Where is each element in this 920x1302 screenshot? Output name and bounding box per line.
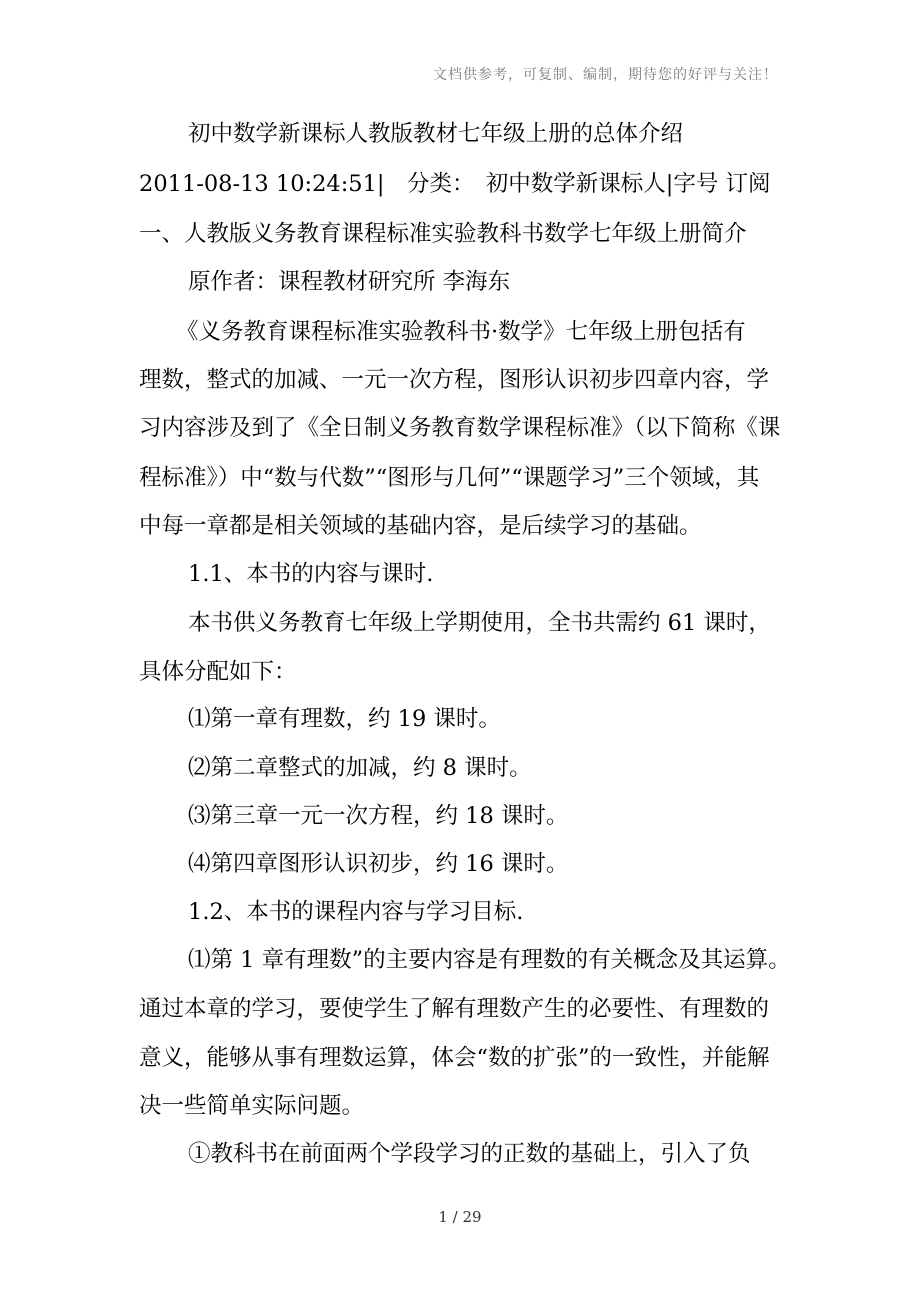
page-number: 1 / 29 (438, 1208, 482, 1226)
paragraph-line: 决一些简单实际问题。 (139, 1093, 365, 1119)
paragraph-line: 程标准》）中“数与代数”“图形与几何”“课题学习”三个领域，其 (139, 465, 760, 491)
list-item: ⑵第二章整式的加减，约 8 课时。 (188, 755, 532, 781)
paragraph-line: 习内容涉及到了《全日制义务教育数学课程标准》（以下简称《课 (139, 415, 781, 441)
paragraph-line: ①教科书在前面两个学段学习的正数的基础上，引入了负 (188, 1141, 751, 1167)
subsection-heading: 1.1、本书的内容与课时. (188, 561, 434, 587)
paragraph-line: 《义务教育课程标准实验教科书·数学》七年级上册包括有 (176, 319, 746, 345)
paragraph-line: 通过本章的学习，要使学生了解有理数产生的必要性、有理数的 (139, 996, 770, 1022)
list-item: ⑴第一章有理数，约 19 课时。 (188, 706, 501, 732)
paragraph-line: 具体分配如下： (139, 659, 297, 685)
section-heading: 一、人教版义务教育课程标准实验教科书数学七年级上册简介 (139, 221, 747, 247)
list-item: ⑶第三章一元一次方程，约 18 课时。 (188, 803, 569, 829)
paragraph-line: 中每一章都是相关领域的基础内容，是后续学习的基础。 (139, 513, 702, 539)
meta-line: 2011-08-13 10:24:51| 分类： 初中数学新课标人|字号 订阅 (139, 171, 771, 197)
list-item: ⑷第四章图形认识初步，约 16 课时。 (188, 851, 569, 877)
paragraph-line: 本书供义务教育七年级上学期使用，全书共需约 61 课时， (188, 610, 771, 636)
subsection-heading: 1.2、本书的课程内容与学习目标. (188, 899, 524, 925)
paragraph-line: 意义，能够从事有理数运算，体会“数的扩张”的一致性，并能解 (139, 1045, 770, 1071)
header-note: 文档供参考，可复制、编制，期待您的好评与关注！ (433, 67, 778, 83)
paragraph-line: 理数，整式的加减、一元一次方程，图形认识初步四章内容，学 (139, 367, 770, 393)
author-line: 原作者：课程教材研究所 李海东 (188, 269, 511, 295)
page-title: 初中数学新课标人教版教材七年级上册的总体介绍 (188, 121, 684, 147)
paragraph-line: ⑴第 1 章有理数”的主要内容是有理数的有关概念及其运算。 (188, 947, 791, 973)
